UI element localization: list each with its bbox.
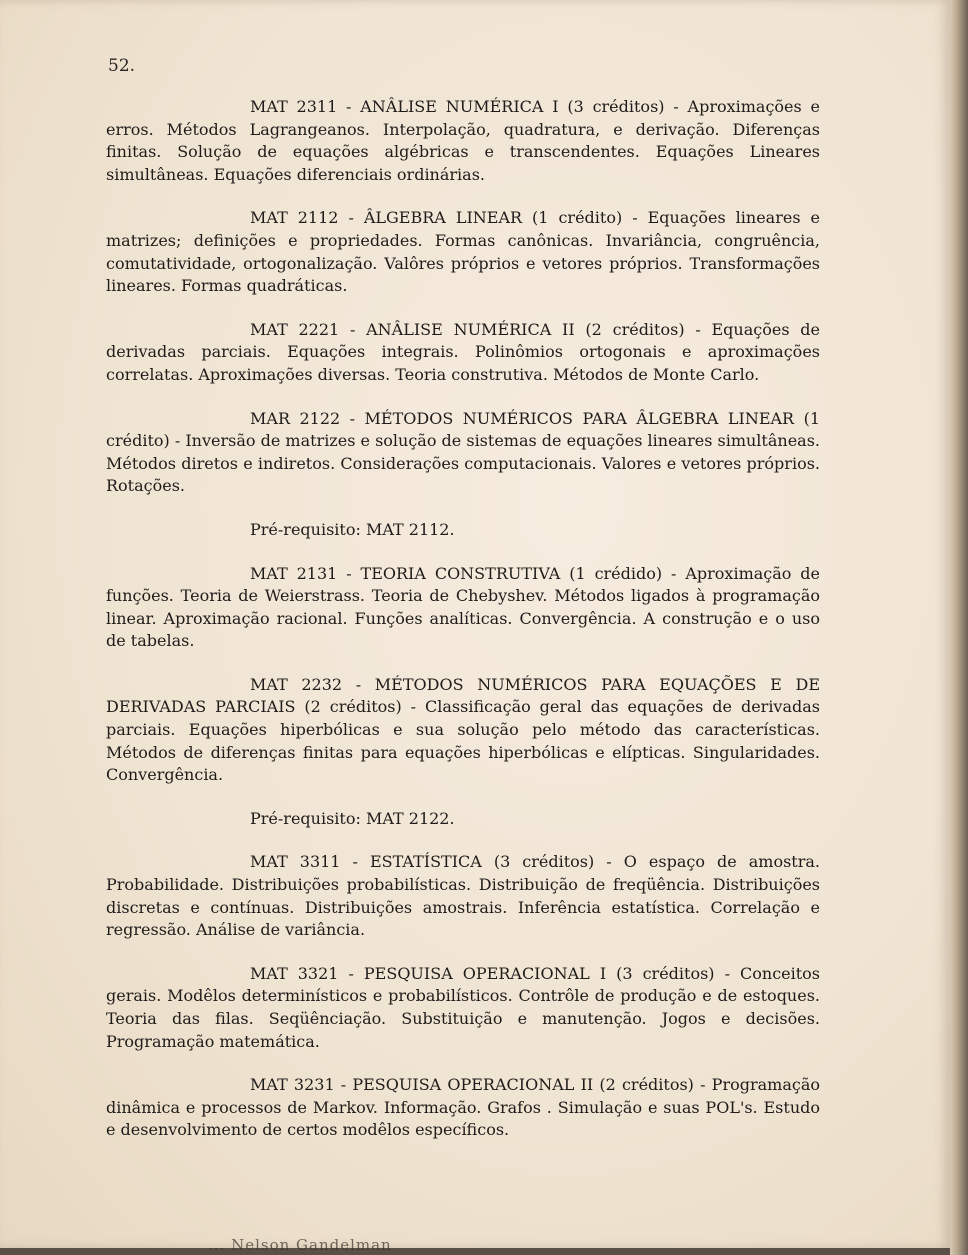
course-description: Equações de derivadas parciais. Equações integrais. Polinômios ortogonais e aproximações correlatas. Aproximações diversas. Teoria construtiva. Métodos de Monte Carlo. [106, 319, 821, 384]
course-entry [106, 408, 820, 498]
course-description: Aproximações e erros. Métodos Lagrangeanos. Interpolação, quadratura, e derivação. Diferenças finitas. Solução de equações algébricas e transcendentes. Equações Lineares simultâneas. Equações diferenciais ordinárias. [106, 97, 820, 184]
page-number: 52. [108, 56, 136, 76]
prerequisite: Pré-requisito: MAT 2112. [250, 519, 455, 539]
course-heading: MAT 2221 - ANÂLISE NUMÉRICA II (2 créditos) - [250, 319, 701, 339]
course-entry [106, 1074, 820, 1142]
prerequisite: Pré-requisito: MAT 2122. [250, 808, 455, 828]
course-heading: MAT 2311 - ANÂLISE NUMÉRICA I (3 créditos) - [250, 97, 679, 116]
course-description: Aproximação de funções. Teoria de Weierstrass. Teoria de Chebyshev. Métodos ligados à programação linear. Aproximação racional. Funções analíticas. Convergência. A construção e o uso de tabelas. [106, 563, 821, 651]
course-description: Programação dinâmica e processos de Markov. Informação. Grafos . Simulação e suas POL's. Estudo e desenvolvimento de certos modêlos específicos. [106, 1075, 820, 1140]
course-description: Classificação geral das equações de derivadas parciais. Equações hiperbólicas e sua solução pelo método das características. Métodos de diferenças finitas para equações hiperbólicas e elípticas. Singularidades. Convergência. [106, 697, 821, 785]
course-heading: MAT 3311 - ESTATÍSTICA (3 créditos) - [250, 852, 612, 872]
course-heading: MAT 2112 - ÂLGEBRA LINEAR (1 crédito) - [250, 208, 638, 228]
next-page-bleed-text: ... Nelson Gandelman [208, 1236, 392, 1254]
course-heading: MAT 2232 - MÉTODOS NUMÉRICOS PARA EQUAÇÕES E DE DERIVADAS PARCIAIS (2 créditos) - [106, 674, 820, 717]
course-description: Equações lineares e matrizes; definições e propriedades. Formas canônicas. Invariância, congruência, comutatividade, ortogonalização. Valôres próprios e vetores próprios. Transformações lineares. Formas quadráticas. [106, 208, 820, 296]
course-entry [106, 851, 820, 941]
course-entry [106, 963, 820, 1053]
course-heading: MAT 2131 - TEORIA CONSTRUTIVA (1 crédido) - [250, 563, 677, 583]
course-description: O espaço de amostra. Probabilidade. Distribuições probabilísticas. Distribuição de freqüência. Distribuições discretas e contínuas. Distribuições amostrais. Inferência estatística. Correlação e regressão. Análise de variância. [106, 852, 821, 940]
course-description: Conceitos gerais. Modêlos determinísticos e probabilísticos. Contrôle de produção e de estoques. Teoria das filas. Seqüênciação. Substituição e manutenção. Jogos e decisões. Programação matemática. [106, 963, 821, 1051]
course-heading: MAT 3231 - PESQUISA OPERACIONAL II (2 créditos) - [250, 1075, 706, 1095]
course-entry [106, 96, 820, 186]
page-edge-shadow [950, 0, 968, 1255]
course-heading: MAR 2122 - MÉTODOS NUMÉRICOS PARA ÂLGEBRA LINEAR (1 crédito) - [106, 408, 820, 451]
course-description: Inversão de matrizes e solução de sistemas de equações lineares simultâneas. Métodos diretos e indiretos. Considerações computacionais. Valores e vetores próprios. Rotações. [106, 431, 820, 496]
course-heading: MAT 3321 - PESQUISA OPERACIONAL I (3 créditos) - [250, 963, 730, 983]
course-entry [106, 207, 820, 297]
course-entry [106, 319, 820, 387]
course-entry [106, 674, 820, 787]
course-list [106, 96, 820, 1163]
course-entry [106, 563, 820, 653]
